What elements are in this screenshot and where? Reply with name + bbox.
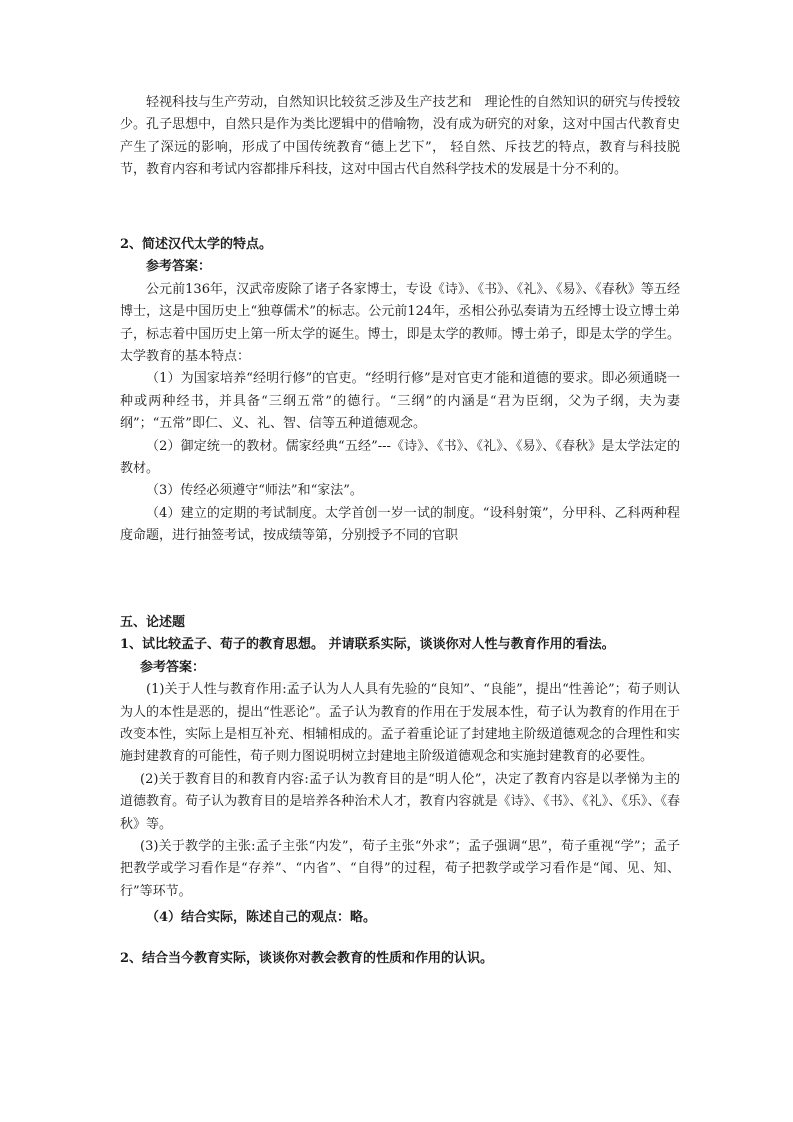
answer-label: 参考答案： — [146, 259, 212, 275]
answer-item-1: （1）为国家培养“经明行修”的官吏。“经明行修”是对官吏才能和道德的要求。即必须通晓一种或两种经书，并具备“三纲五常”的德行。“三纲”的内涵是“君为臣纲，父为子纲，夫为妻纲”；“五常”即仁、义、礼、智、信等五种道德观念。 — [120, 371, 680, 432]
answer-item-3: (3)关于教学的主张:孟子主张“内发”，荀子主张“外求”；孟子强调“思”，荀子重视“学”；孟子把教学或学习看作是“存养”、“内省”、“自得”的过程，荀子把教学或学习看作是“闻、见、知、行”等环节。 — [120, 839, 680, 899]
answer-item-1: (1)关于人性与教育作用:孟子认为人人具有先验的“良知”、“良能”，提出“性善论”；荀子则认为人的本性是恶的，提出“性恶论”。孟子认为教育的作用在于发展本性，荀子认为教育的作用在于改变本性，实际上是相互补充、相辅相成的。孟子着重论证了封建地主阶级道德观念的合理性和实施封建教育的可能性，荀子则力图说明树立封建地主阶级道德观念和实施封建教育的必要性。 — [120, 682, 680, 765]
question-2-title: 2、结合当今教育实际，谈谈你对教会教育的性质和作用的认识。 — [120, 950, 494, 966]
question-1-title: 1、试比较孟子、荀子的教育思想。 并请联系实际，谈谈你对人性与教育作用的看法。 — [120, 637, 615, 653]
answer-item-3: （3）传经必须遵守“师法”和“家法”。 — [146, 483, 363, 499]
answer-item-2: （2）御定统一的教材。儒家经典“五经”---《诗》、《书》、《礼》、《易》、《春秋》是太学法定的教材。 — [120, 438, 680, 477]
answer-item-4: （4）建立的定期的考试制度。太学首创一岁一试的制度。“设科射策”，分甲科、乙科两种程度命题，进行抽签考试，按成绩等第，分别授予不同的官职 — [120, 505, 680, 544]
answer-paragraph: 公元前136年，汉武帝废除了诸子各家博士，专设《诗》、《书》、《礼》、《易》、《春秋》等五经博士，这是中国历史上“独尊儒术”的标志。公元前124年，丞相公孙弘奏请为五经博士设立博士弟子，标志着中国历史上第一所太学的诞生。博士，即是太学的教师。博士弟子，即是太学的学生。太学教育的基本特点： — [120, 281, 680, 365]
section-5-title: 五、论述题 — [120, 615, 186, 630]
section-5 — [120, 612, 680, 970]
question-2-title: 2、简述汉代太学的特点。 — [120, 237, 273, 252]
answer-item-4: （4）结合实际，陈述自己的观点：略。 — [146, 910, 377, 926]
answer-label: 参考答案： — [140, 659, 206, 675]
intro-section — [120, 92, 680, 182]
question-2-section — [120, 234, 680, 548]
answer-item-2: (2)关于教育目的和教育内容:孟子认为教育目的是“明人伦”，决定了教育内容是以孝悌为主的道德教育。荀子认为教育目的是培养各种治术人才，教育内容就是《诗》、《书》、《礼》、《乐》、《春秋》等。 — [120, 771, 680, 832]
intro-paragraph: 轻视科技与生产劳动，自然知识比较贫乏涉及生产技艺和 理论性的自然知识的研究与传授较少。孔子思想中，自然只是作为类比逻辑中的借喻物，没有成为研究的对象，这对中国古代教育史产生了深远的影响，形成了中国传统教育“德上艺下”， 轻自然、斥技艺的特点，教育与科技脱节，教育内容和考试内容都排斥科技，这对中国古代自然科学技术的发展是十分不利的。 — [120, 95, 680, 178]
